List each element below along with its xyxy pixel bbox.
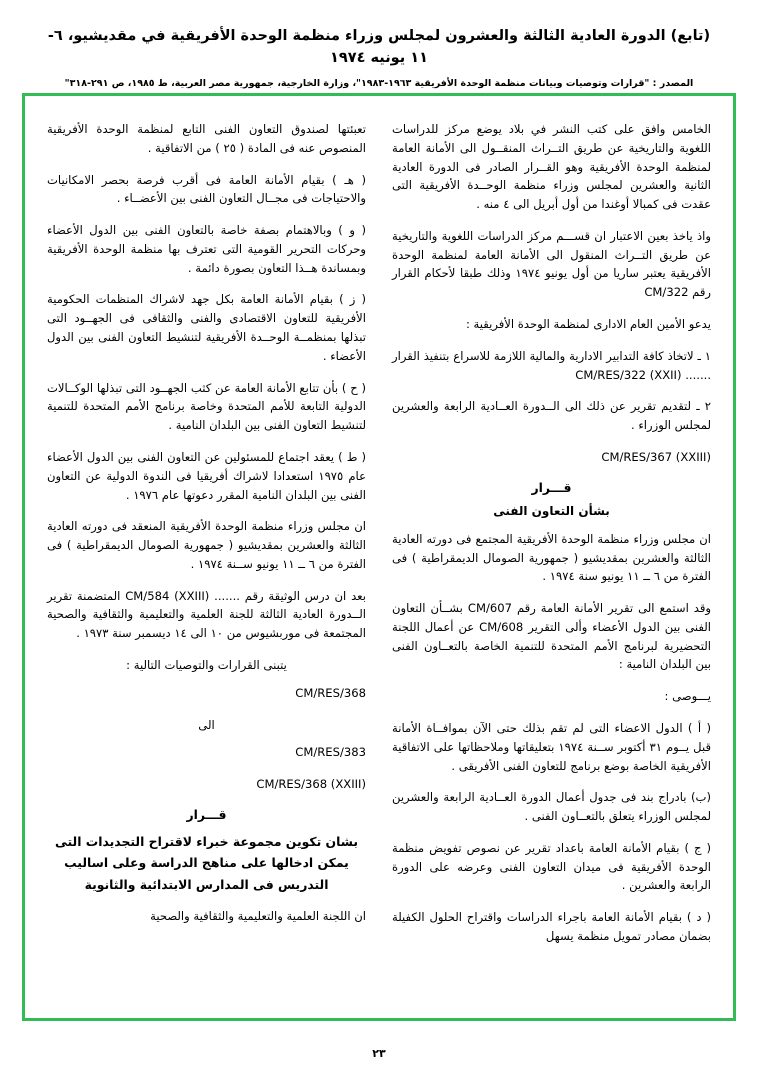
- paragraph: ان مجلس وزراء منظمة الوحدة الأفريقية المجتمع فى دورته العادية الثالثة والعشرين بمقديشيو ( جمهورية الصومال الديمقراطية ) فى الفترة من ٦ ــ ١١ يونيو سنة ١٩٧٤ .: [392, 531, 711, 584]
- paragraph: الخامس وافق على كتب النشر في بلاد يوضع مركز للدراسات اللغوية والتاريخية عن طريق التــراث المنقــول الى الأمانة العامة لمنظمة الوحدة الأفريقية وهو القــرار الصادر فى الدورة العادية الثانية والعشرين لمجلس وزراء منظمة الوحــدة الأفريقية التى عقدت فى كمبالا أوغندا من أول أبريل الى ٤ منه .: [392, 122, 711, 212]
- decision-title: بشان تكوين مجموعة خبراء لاقتراح التجديدات التى يمكن ادخالها على مناهج الدراسة وعلى اساليب التدريس فى المدارس الابتدائية والثانوية: [54, 833, 359, 892]
- page-title: (تابع) الدورة العادية الثالثة والعشرون لمجلس وزراء منظمة الوحدة الأفريقية في مقديشيو، ٦- ١١ يونيه ١٩٧٤: [47, 28, 711, 66]
- paragraph: ( ح ) بأن تتابع الأمانة العامة عن كثب الجهــود التى تبذلها الوكــالات الدولية التابعة للأمم المتحدة وخاصة برنامج الأمم المتحدة للتنمية لتنشيط التعاون الفنى بين البلدان النامية .: [47, 380, 366, 433]
- left-column: [47, 120, 366, 1004]
- content-frame: [22, 93, 736, 1021]
- range-connector: الى: [198, 717, 215, 732]
- paragraph: ١ ـ لاتخاذ كافة التدابير الادارية والمالية اللازمة للاسراع بتنفيذ القرار ....... CM/RES/322 (XXII): [392, 348, 711, 382]
- resolution-code: CM/RES/383: [295, 745, 366, 760]
- paragraph: وقد استمع الى تقرير الأمانة العامة رقم CM/607 بشــأن التعاون الفنى بين الدول الأعضاء وألى التقرير CM/608 عن أعمال اللجنة التحضيرية لبرنامج الأمم المتحدة للتنمية الخاصة بالتعــاون الفنى بين البلدان النامية :: [392, 601, 712, 672]
- source-citation: المصدر : "قرارات وتوصيات وبيانات منظمة الوحدة الأفريقية ١٩٦٣-١٩٨٣"، وزارة الخارجية، جمهورية مصر العربية، ط ١٩٨٥، ص ٢٩١-٣١٨": [64, 77, 694, 89]
- resolution-code: CM/RES/368 (XXIII): [256, 777, 366, 792]
- paragraph: يدعو الأمين العام الادارى لمنظمة الوحدة الأفريقية :: [465, 317, 711, 332]
- adopt-line: يتبنى القرارات والتوصيات التالية :: [126, 657, 287, 672]
- resolution-code: CM/RES/368: [295, 685, 366, 700]
- right-column: [392, 120, 711, 1004]
- paragraph: ( أ ) الدول الاعضاء التى لم تقم بذلك حتى الآن بموافــاة الأمانة قبل يــوم ٣١ أكتوبر ســنة ١٩٧٤ بتعليقاتها وملاحظاتها على الاتفاقية الأفريقية الخاصة بوضع برنامج للتعاون الفنى الأفريقى .: [392, 720, 711, 773]
- paragraph: ( د ) بقيام الأمانة العامة باجراء الدراسات واقتراح الحلول الكفيلة بضمان مصادر تمويل منظمة يسهل: [392, 910, 711, 943]
- decision-word: قـــرار: [531, 479, 572, 495]
- paragraph: ( ز ) بقيام الأمانة العامة بكل جهد لاشراك المنظمات الحكومية الأفريقية للتعاون الاقتصادى والفنى والثقافى فى الجهــود التى تبذلها بمنظمــة الوحــدة الأفريقية لتنشيط التعاون الفنى بين الدول الأعضاء .: [47, 292, 366, 363]
- paragraph: ( ج ) بقيام الأمانة العامة باعداد تقرير عن نصوص تفويض منظمة الوحدة الأفريقية فى ميدان التعاون الفنى وعرضه على الدورة الرابعة والعشرين .: [392, 840, 711, 893]
- paragraph: ان اللجنة العلمية والتعليمية والثقافية والصحية: [150, 908, 366, 923]
- page-header: [0, 0, 758, 90]
- recommends-label: يـــوصى :: [664, 689, 711, 704]
- paragraph: (ب) بادراج بند فى جدول أعمال الدورة العــادية الرابعة والعشرين لمجلس الوزراء يتعلق بالتعــاون الفنى .: [392, 790, 711, 824]
- resolution-code: CM/RES/367 (XXIII): [601, 449, 711, 464]
- paragraph: ٢ ـ لتقديم تقرير عن ذلك الى الــدورة العــادية الرابعة والعشرين لمجلس الوزراء .: [392, 399, 711, 433]
- decision-word: قـــرار: [186, 806, 227, 822]
- paragraph: بعد ان درس الوثيقة رقم ....... CM/584 (XXIII) المتضمنة تقرير الــدورة العادية الثالثة للجنة العلمية والتعليمية والثقافية والصحية المجتمعة فى موربشيوس من ١٠ الى ١٤ ديسمبر سنة ١٩٧٣ .: [47, 588, 366, 641]
- paragraph: ( هـ ) بقيام الأمانة العامة فى أقرب فرصة بحصر الامكانيات والاحتياجات فى مجــال التعاون الفنى بين الأعضــاء .: [47, 172, 366, 206]
- paragraph: ان مجلس وزراء منظمة الوحدة الأفريقية المنعقد فى دورته العادية الثالثة والعشرين بمقديشيو ( جمهورية الصومال الديمقراطية ) فى الفترة من ٦ ــ ١١ يونيو ســنة ١٩٧٤ .: [47, 519, 366, 571]
- paragraph: واذ ياخذ بعين الاعتبار ان قســـم مركز الدراسات اللغوية والتاريخية عن طريق التــراث المنقول الى الأمانة العامة لمنظمة الوحدة الأفريقية يعتبر ساريا من أول يونيو ١٩٧٤ وذلك طبقا لأحكام القرار رقم CM/322: [392, 228, 711, 300]
- paragraph: ( و ) وبالاهتمام بصفة خاصة بالتعاون الفنى بين الدول الأعضاء وحركات التحرير القومية التى تعترف بها منظمة الوحدة الأفريقية وبمساندة هــذا التعاون بصورة دائمة .: [47, 223, 366, 275]
- columns-container: [25, 96, 733, 1018]
- page-number: ٢٣: [372, 1047, 386, 1060]
- paragraph: تعبئتها لصندوق التعاون الفنى التابع لمنظمة الوحدة الأفريقية المنصوص عنه فى المادة ( ٢٥ ) من الاتفاقية .: [47, 122, 366, 155]
- paragraph: ( ط ) يعقد اجتماع للمسئولين عن التعاون الفنى بين الدول الأعضاء عام ١٩٧٥ استعدادا لاشراك أفريقيا فى الندوة الدولية عن التعاون الفنى بين البلدان النامية المقرر دعوتها عام ١٩٧٦ .: [47, 449, 366, 502]
- decision-subject: بشأن التعاون الفنى: [493, 503, 610, 518]
